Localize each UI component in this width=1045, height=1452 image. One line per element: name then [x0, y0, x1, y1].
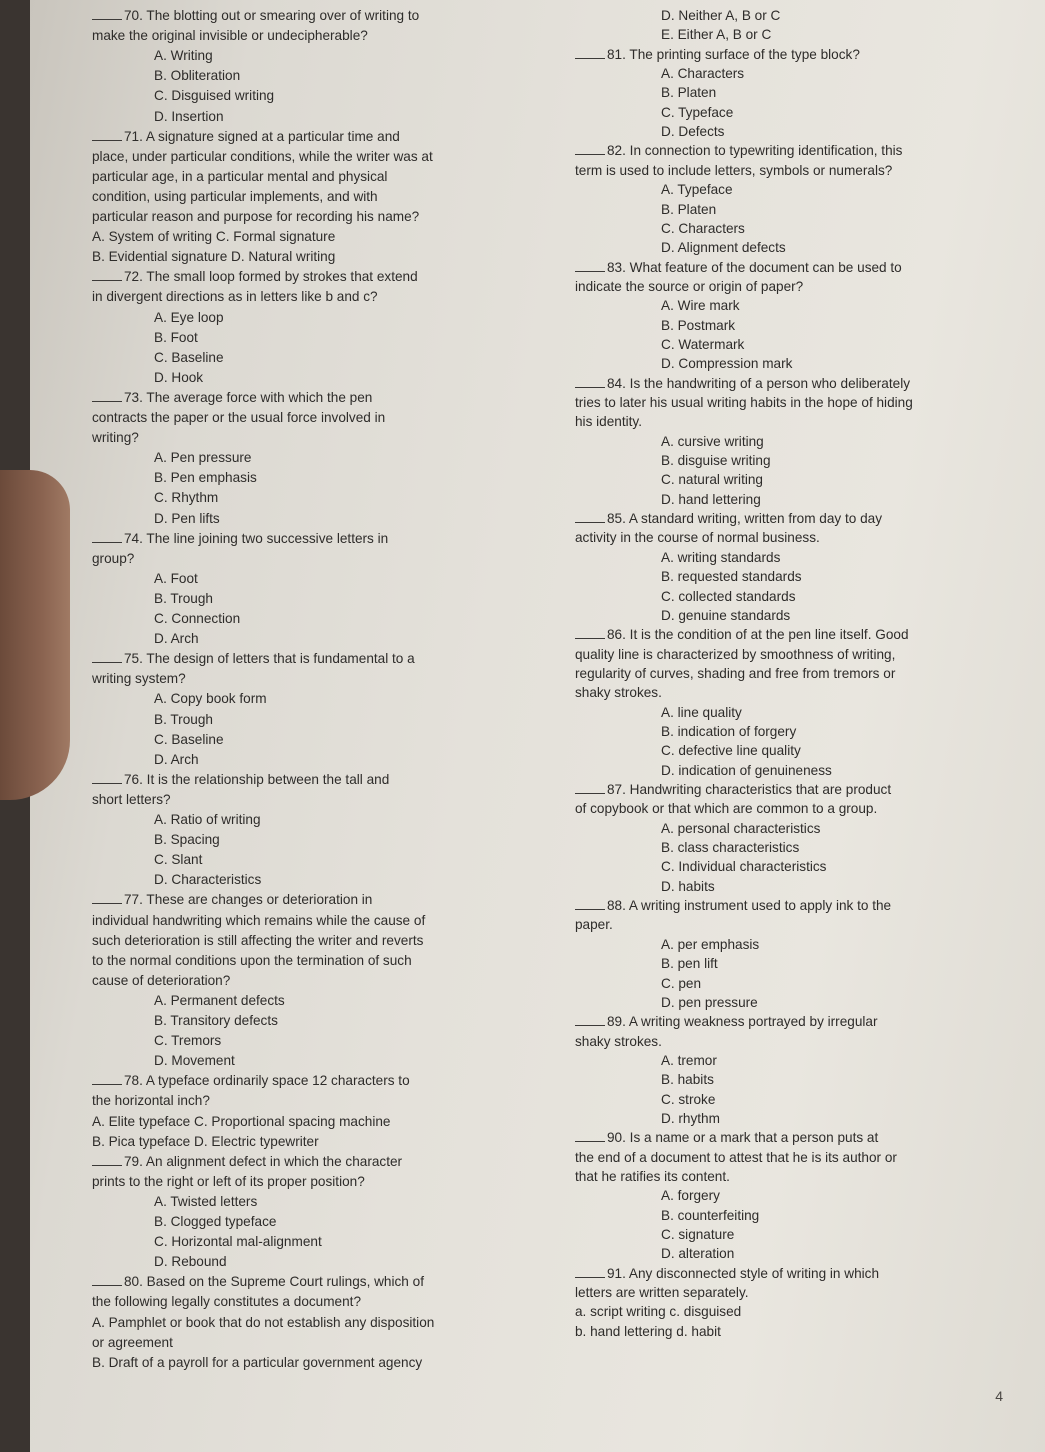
option-line: A. Wire mark: [661, 298, 740, 314]
option-line: C. Individual characteristics: [661, 859, 827, 875]
answer-blank[interactable]: [575, 783, 605, 794]
option-line: D. Neither A, B or C: [661, 8, 781, 23]
option-line: D. Pen lifts: [154, 510, 220, 526]
question-line: 70. The blotting out or smearing over of writing to: [92, 8, 419, 23]
option-line: A. Pen pressure: [154, 450, 252, 466]
answer-blank[interactable]: [92, 9, 122, 20]
question-text-line: short letters?: [92, 791, 171, 807]
option-line: C. Typeface: [661, 104, 734, 120]
option-line: B. requested standards: [661, 569, 802, 585]
question-text-line: individual handwriting which remains while the cause of: [92, 912, 426, 928]
question-line: 83. What feature of the document can be used to: [575, 260, 902, 275]
answer-blank[interactable]: [92, 1155, 122, 1166]
option-line: B. Postmark: [661, 317, 736, 333]
option-line: A. Eye loop: [154, 309, 224, 325]
question-text-line: B. Pica typeface D. Electric typewriter: [92, 1133, 319, 1149]
option-line: B. pen lift: [661, 956, 718, 972]
option-line: B. Platen: [661, 85, 717, 101]
answer-blank[interactable]: [575, 377, 605, 388]
answer-blank[interactable]: [575, 628, 605, 639]
option-line: A. per emphasis: [661, 936, 760, 952]
question-text-line: tries to later his usual writing habits in the hope of hiding: [575, 395, 913, 410]
question-line: 71. A signature signed at a particular time and: [92, 129, 400, 144]
answer-blank[interactable]: [92, 532, 122, 543]
question-text-line: group?: [92, 550, 135, 566]
answer-blank[interactable]: [575, 144, 605, 155]
option-line: A. Copy book form: [154, 691, 267, 707]
option-line: B. Spacing: [154, 832, 220, 848]
option-line: C. defective line quality: [661, 743, 801, 759]
question-text-line: condition, using particular implements, and with: [92, 188, 378, 204]
option-line: B. habits: [661, 1072, 714, 1088]
option-line: D. Arch: [154, 631, 199, 647]
option-line: B. Transitory defects: [154, 1013, 278, 1028]
question-line: 82. In connection to typewriting identification, this: [575, 143, 902, 158]
question-line: 76. It is the relationship between the tall and: [92, 772, 389, 787]
option-line: B. counterfeiting: [661, 1207, 760, 1223]
option-line: B. Obliteration: [154, 68, 241, 84]
answer-blank[interactable]: [92, 130, 122, 141]
question-line: 86. It is the condition of at the pen line itself. Good: [575, 627, 909, 642]
option-line: A. personal characteristics: [661, 820, 821, 836]
option-line: A. Characters: [661, 66, 745, 82]
question-line: 89. A writing weakness portrayed by irregular: [575, 1014, 878, 1029]
question-text-line: or agreement: [92, 1334, 173, 1350]
question-line: 74. The line joining two successive letters in: [92, 531, 388, 546]
option-line: B. disguise writing: [661, 453, 771, 469]
option-line: C. Horizontal mal-alignment: [154, 1234, 322, 1250]
question-text-line: such deterioration is still affecting the writer and reverts: [92, 932, 424, 948]
option-line: A. Typeface: [661, 182, 733, 198]
option-line: D. Arch: [154, 751, 199, 767]
answer-blank[interactable]: [92, 270, 122, 281]
option-line: B. Trough: [154, 590, 213, 606]
question-text-line: B. Evidential signature D. Natural writing: [92, 249, 336, 265]
question-text-line: letters are written separately.: [575, 1285, 749, 1301]
question-line: 87. Handwriting characteristics that are product: [575, 782, 891, 797]
option-line: A. forgery: [661, 1188, 720, 1204]
question-line: 80. Based on the Supreme Court rulings, which of: [92, 1274, 424, 1289]
question-text-line: A. System of writing C. Formal signature: [92, 229, 336, 245]
option-line: D. alteration: [661, 1246, 735, 1262]
question-text-line: cause of deterioration?: [92, 972, 231, 988]
page-number: 4: [995, 1388, 1003, 1404]
option-line: B. class characteristics: [661, 840, 800, 856]
option-line: D. Defects: [661, 124, 725, 140]
question-text-line: in divergent directions as in letters like b and c?: [92, 289, 378, 305]
option-line: C. Baseline: [154, 731, 224, 747]
option-line: D. Characteristics: [154, 872, 262, 888]
question-line: 75. The design of letters that is fundamental to a: [92, 651, 415, 666]
question-text-line: contracts the paper or the usual force involved in: [92, 410, 386, 425]
option-line: A. tremor: [661, 1052, 717, 1068]
option-line: E. Either A, B or C: [661, 27, 772, 43]
option-line: B. Foot: [154, 329, 198, 345]
option-line: C. stroke: [661, 1091, 716, 1107]
option-line: A. Permanent defects: [154, 992, 285, 1008]
question-text-line: term is used to include letters, symbols or numerals?: [575, 162, 893, 178]
option-line: B. Pen emphasis: [154, 470, 257, 486]
question-text-line: regularity of curves, shading and free from tremors or: [575, 665, 896, 681]
option-line: D. Rebound: [154, 1254, 227, 1270]
question-line: 72. The small loop formed by strokes that extend: [92, 269, 418, 284]
answer-blank[interactable]: [92, 652, 122, 663]
option-line: A. Twisted letters: [154, 1193, 258, 1209]
option-line: C. pen: [661, 975, 702, 991]
option-line: B. indication of forgery: [661, 723, 797, 739]
option-line: A. writing standards: [661, 549, 781, 565]
option-line: B. Clogged typeface: [154, 1214, 277, 1229]
option-line: C. Characters: [661, 220, 745, 236]
answer-blank[interactable]: [575, 1267, 605, 1278]
option-line: C. Slant: [154, 852, 203, 868]
answer-blank[interactable]: [575, 512, 605, 523]
question-line: 84. Is the handwriting of a person who deliberately: [575, 376, 910, 391]
question-line: 90. Is a name or a mark that a person puts at: [575, 1130, 878, 1145]
option-line: A. Foot: [154, 570, 198, 586]
option-line: C. collected standards: [661, 588, 796, 604]
option-line: D. hand lettering: [661, 491, 761, 507]
option-line: D. rhythm: [661, 1110, 720, 1126]
answer-blank[interactable]: [92, 773, 122, 784]
question-text-line: b. hand lettering d. habit: [575, 1323, 721, 1339]
question-text-line: prints to the right or left of its proper position?: [92, 1173, 365, 1189]
question-line: 77. These are changes or deterioration in: [92, 892, 372, 907]
option-line: D. Hook: [154, 369, 204, 385]
option-line: B. Trough: [154, 711, 213, 727]
exam-paper-sheet: [30, 0, 1045, 1452]
question-text-line: shaky strokes.: [575, 1033, 662, 1049]
option-line: C. Disguised writing: [154, 88, 275, 104]
option-line: C. natural writing: [661, 472, 763, 488]
holding-hand-thumb: [0, 470, 70, 800]
option-line: C. Watermark: [661, 336, 745, 352]
answer-blank[interactable]: [575, 48, 605, 59]
option-line: C. signature: [661, 1227, 735, 1243]
question-text-line: quality line is characterized by smoothness of writing,: [575, 646, 896, 662]
option-line: D. Alignment defects: [661, 240, 786, 256]
question-text-line: his identity.: [575, 414, 642, 430]
question-text-line: to the normal conditions upon the termination of such: [92, 952, 412, 968]
question-text-line: particular age, in a particular mental and physical: [92, 168, 388, 184]
option-line: D. genuine standards: [661, 607, 791, 623]
answer-blank[interactable]: [92, 1275, 122, 1286]
question-text-line: writing?: [92, 430, 139, 446]
option-line: D. Movement: [154, 1053, 235, 1069]
option-line: C. Connection: [154, 611, 241, 626]
option-line: D. Compression mark: [661, 356, 793, 372]
question-line: 73. The average force with which the pen: [92, 390, 372, 405]
question-text-line: shaky strokes.: [575, 685, 662, 701]
question-line: 88. A writing instrument used to apply ink to the: [575, 898, 891, 913]
answer-blank[interactable]: [575, 1131, 605, 1142]
question-text-line: A. Pamphlet or book that do not establish any disposition: [92, 1314, 435, 1330]
option-line: B. Platen: [661, 201, 717, 217]
option-line: A. cursive writing: [661, 433, 764, 449]
option-line: D. habits: [661, 878, 715, 894]
question-line: 85. A standard writing, written from day to day: [575, 511, 882, 526]
question-text-line: the end of a document to attest that he is its author or: [575, 1149, 897, 1165]
question-text-line: that he ratifies its content.: [575, 1169, 730, 1184]
question-text-line: place, under particular conditions, while the writer was at: [92, 148, 433, 164]
option-line: D. pen pressure: [661, 994, 758, 1010]
question-text-line: of copybook or that which are common to a group.: [575, 801, 878, 817]
question-text-line: B. Draft of a payroll for a particular government agency: [92, 1354, 423, 1370]
question-line: 78. A typeface ordinarily space 12 characters to: [92, 1073, 410, 1088]
option-line: D. Insertion: [154, 108, 224, 124]
question-text-line: make the original invisible or undecipherable?: [92, 28, 368, 44]
option-line: A. Writing: [154, 48, 213, 64]
answer-blank[interactable]: [92, 391, 122, 402]
option-line: C. Tremors: [154, 1033, 222, 1049]
answer-blank[interactable]: [92, 893, 122, 904]
question-text-line: paper.: [575, 917, 613, 933]
question-line: 79. An alignment defect in which the character: [92, 1154, 402, 1169]
option-line: D. indication of genuineness: [661, 762, 832, 778]
question-text-line: writing system?: [92, 671, 186, 687]
option-line: C. Rhythm: [154, 490, 219, 506]
question-line: 91. Any disconnected style of writing in which: [575, 1266, 879, 1281]
option-line: A. line quality: [661, 704, 742, 720]
question-text-line: the horizontal inch?: [92, 1093, 210, 1109]
question-line: 81. The printing surface of the type block?: [575, 47, 860, 62]
answer-blank[interactable]: [575, 261, 605, 272]
option-line: A. Ratio of writing: [154, 812, 261, 827]
question-text-line: a. script writing c. disguised: [575, 1304, 742, 1320]
answer-blank[interactable]: [92, 1074, 122, 1085]
answer-blank[interactable]: [575, 1015, 605, 1026]
answer-blank[interactable]: [575, 899, 605, 910]
question-text-line: particular reason and purpose for recording his name?: [92, 209, 420, 224]
question-text-line: the following legally constitutes a document?: [92, 1294, 362, 1310]
option-line: C. Baseline: [154, 349, 224, 365]
question-text-line: activity in the course of normal business.: [575, 530, 820, 546]
question-text-line: A. Elite typeface C. Proportional spacing machine: [92, 1113, 391, 1129]
question-text-line: indicate the source or origin of paper?: [575, 278, 804, 294]
